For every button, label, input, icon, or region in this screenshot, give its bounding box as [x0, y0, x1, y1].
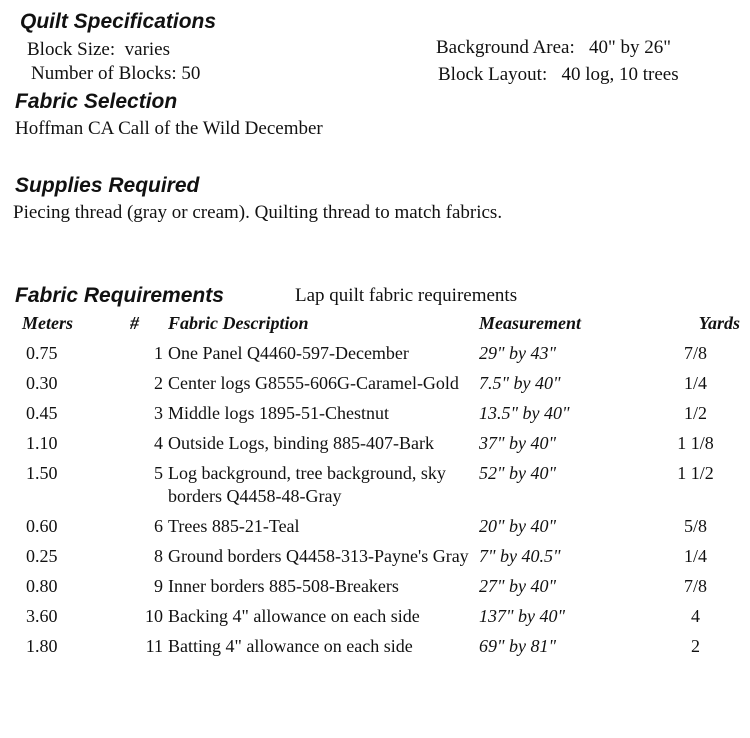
cell-description: Log background, tree background, sky borders Q4458-48-Gray	[168, 463, 446, 506]
fabric-selection-heading: Fabric Selection	[15, 90, 178, 113]
cell-meters: 0.80	[26, 576, 58, 596]
table-row	[14, 568, 744, 598]
cell-meters: 0.60	[26, 516, 58, 536]
cell-meters: 0.30	[26, 373, 58, 393]
cell-meters: 1.10	[26, 433, 58, 453]
cell-measurement: 37" by 40"	[479, 433, 557, 453]
cell-number: 3	[154, 403, 163, 423]
table-row	[14, 335, 744, 365]
cell-number: 5	[154, 463, 163, 483]
cell-number: 4	[154, 433, 163, 453]
background-area-label: Background Area:	[436, 37, 575, 58]
table-row	[14, 425, 744, 455]
block-layout-label: Block Layout:	[438, 64, 548, 85]
table-header-row	[14, 312, 744, 335]
cell-meters: 3.60	[26, 606, 58, 626]
cell-number: 11	[145, 636, 163, 656]
cell-measurement: 27" by 40"	[479, 576, 557, 596]
cell-measurement: 69" by 81"	[479, 636, 557, 656]
cell-meters: 1.50	[26, 463, 58, 483]
table-row	[14, 538, 744, 568]
number-of-blocks-value: 50	[181, 63, 201, 84]
fabric-requirements-subtitle: Lap quilt fabric requirements	[295, 285, 518, 306]
cell-yards: 1/4	[683, 373, 707, 393]
cell-yards: 4	[691, 606, 700, 626]
cell-measurement: 13.5" by 40"	[479, 403, 570, 423]
cell-description: Batting 4" allowance on each side	[168, 636, 413, 656]
block-size-line	[27, 39, 170, 61]
supplies-required-heading: Supplies Required	[15, 174, 200, 197]
cell-description: Middle logs 1895-51-Chestnut	[168, 403, 389, 423]
cell-yards: 7/8	[683, 576, 707, 596]
column-header-meters: Meters	[22, 313, 73, 333]
supplies-required-text: Piecing thread (gray or cream). Quilting thread to match fabrics.	[13, 202, 503, 223]
number-of-blocks-line	[31, 63, 200, 85]
fabric-requirements-table	[14, 312, 744, 658]
cell-yards: 1 1/8	[677, 433, 714, 453]
number-of-blocks-label: Number of Blocks:	[31, 63, 177, 84]
cell-description: Outside Logs, binding 885-407-Bark	[168, 433, 434, 453]
block-size-label: Block Size:	[27, 39, 116, 60]
cell-meters: 0.45	[26, 403, 58, 423]
cell-description: Center logs G8555-606G-Caramel-Gold	[168, 373, 459, 393]
cell-yards: 7/8	[683, 343, 707, 363]
quilt-specifications-heading: Quilt Specifications	[20, 10, 217, 33]
cell-description: Ground borders Q4458-313-Payne's Gray	[168, 546, 469, 566]
cell-meters: 1.80	[26, 636, 58, 656]
cell-measurement: 52" by 40"	[479, 463, 557, 483]
cell-number: 8	[154, 546, 163, 566]
cell-measurement: 7" by 40.5"	[479, 546, 561, 566]
column-header-number: #	[130, 313, 139, 333]
table-row	[14, 598, 744, 628]
cell-measurement: 7.5" by 40"	[479, 373, 561, 393]
table-row	[14, 508, 744, 538]
cell-description: Trees 885-21-Teal	[168, 516, 300, 536]
fabric-selection-text: Hoffman CA Call of the Wild December	[15, 118, 323, 139]
cell-yards: 1/4	[683, 546, 707, 566]
block-size-value: varies	[124, 39, 171, 60]
cell-description: Backing 4" allowance on each side	[168, 606, 420, 626]
table-row	[14, 628, 744, 658]
cell-description: One Panel Q4460-597-December	[168, 343, 409, 363]
cell-number: 2	[154, 373, 163, 393]
cell-description: Inner borders 885-508-Breakers	[168, 576, 399, 596]
background-area-line	[436, 37, 671, 59]
column-header-measurement: Measurement	[479, 313, 582, 333]
cell-measurement: 29" by 43"	[479, 343, 557, 363]
block-layout-line	[438, 64, 679, 86]
background-area-value: 40" by 26"	[589, 37, 672, 58]
cell-yards: 1/2	[683, 403, 707, 423]
block-layout-value: 40 log, 10 trees	[561, 64, 679, 85]
cell-yards: 1 1/2	[677, 463, 714, 483]
cell-number: 10	[145, 606, 163, 626]
table-row	[14, 455, 744, 508]
cell-number: 9	[154, 576, 163, 596]
table-row	[14, 395, 744, 425]
cell-meters: 0.25	[26, 546, 58, 566]
cell-meters: 0.75	[26, 343, 58, 363]
cell-number: 6	[154, 516, 163, 536]
cell-yards: 2	[691, 636, 700, 656]
cell-measurement: 137" by 40"	[479, 606, 566, 626]
column-header-description: Fabric Description	[168, 313, 309, 333]
cell-number: 1	[154, 343, 163, 363]
cell-yards: 5/8	[683, 516, 707, 536]
table-row	[14, 365, 744, 395]
column-header-yards: Yards	[698, 313, 740, 333]
fabric-requirements-heading: Fabric Requirements	[15, 284, 224, 307]
cell-measurement: 20" by 40"	[479, 516, 557, 536]
